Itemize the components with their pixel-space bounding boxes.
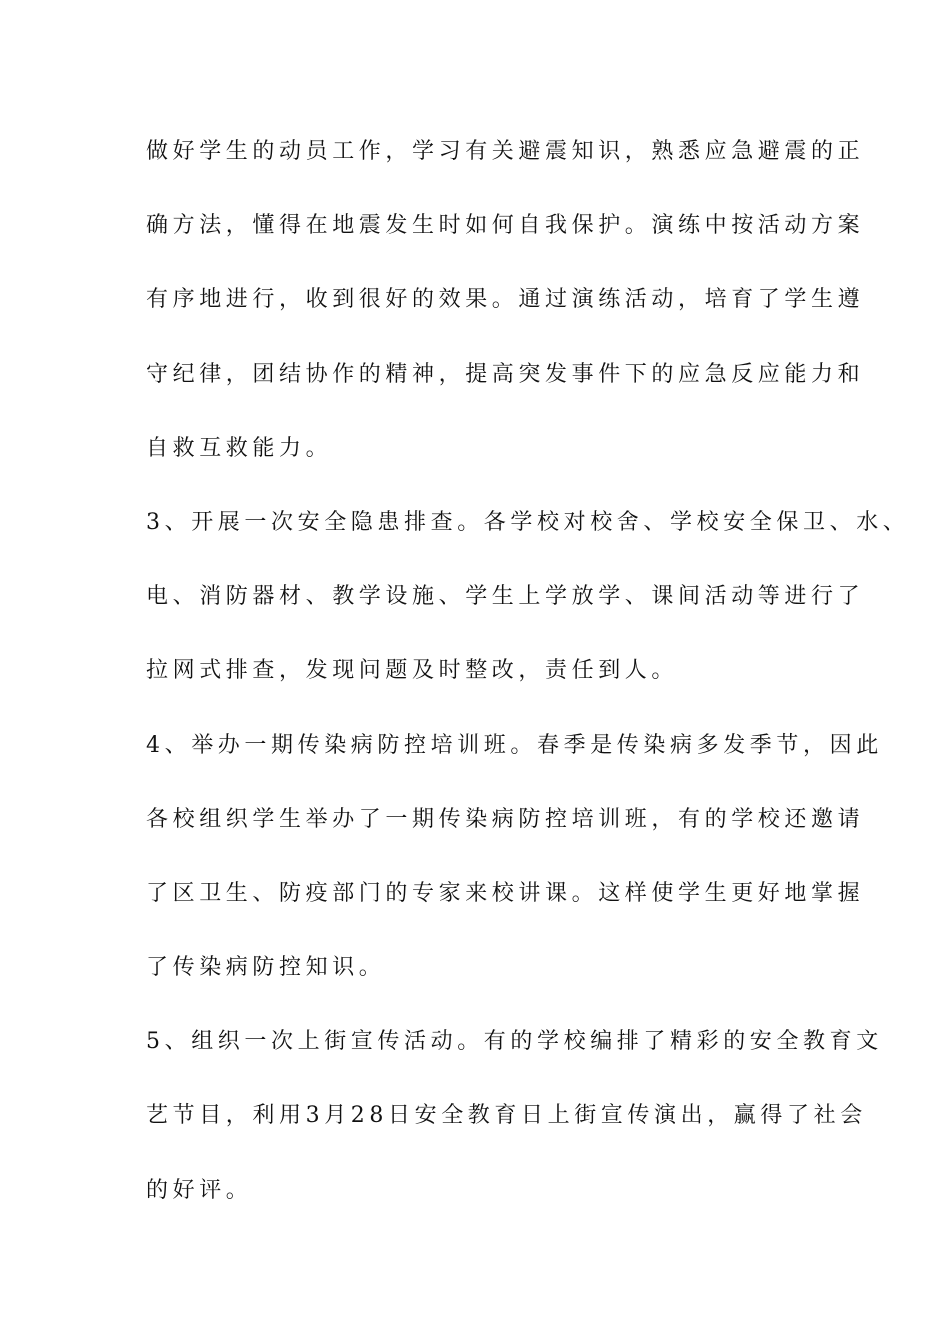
text-line-10: 各校组织学生举办了一期传染病防控培训班，有的学校还邀请 — [146, 806, 865, 832]
text-line-5: 自救互救能力。 — [146, 435, 333, 461]
text-line-1: 做好学生的动员工作，学习有关避震知识，熟悉应急避震的正 — [146, 139, 865, 164]
text-line-7: 电、消防器材、教学设施、学生上学放学、课间活动等进行了 — [146, 584, 865, 610]
text-line-11: 了区卫生、防疫部门的专家来校讲课。这样使学生更好地掌握 — [146, 880, 865, 906]
text-line-8: 拉网式排查，发现问题及时整改，责任到人。 — [146, 658, 679, 684]
text-line-13: 5、组织一次上街宣传活动。有的学校编排了精彩的安全教育文 — [146, 1029, 883, 1055]
text-line-14: 艺节目，利用3月28日安全教育日上街宣传演出，赢得了社会 — [146, 1103, 867, 1129]
text-line-2: 确方法，懂得在地震发生时如何自我保护。演练中按活动方案 — [146, 213, 865, 239]
text-line-9: 4、举办一期传染病防控培训班。春季是传染病多发季节，因此 — [146, 732, 883, 758]
text-line-6: 3、开展一次安全隐患排查。各学校对校舍、学校安全保卫、水、 — [146, 509, 910, 535]
text-line-4: 守纪律，团结协作的精神，提高突发事件下的应急反应能力和 — [146, 361, 865, 387]
text-line-12: 了传染病防控知识。 — [146, 955, 386, 981]
document-body — [146, 130, 910, 1243]
text-line-15: 的好评。 — [146, 1177, 253, 1203]
text-line-3: 有序地进行，收到很好的效果。通过演练活动，培育了学生遵 — [146, 287, 865, 313]
